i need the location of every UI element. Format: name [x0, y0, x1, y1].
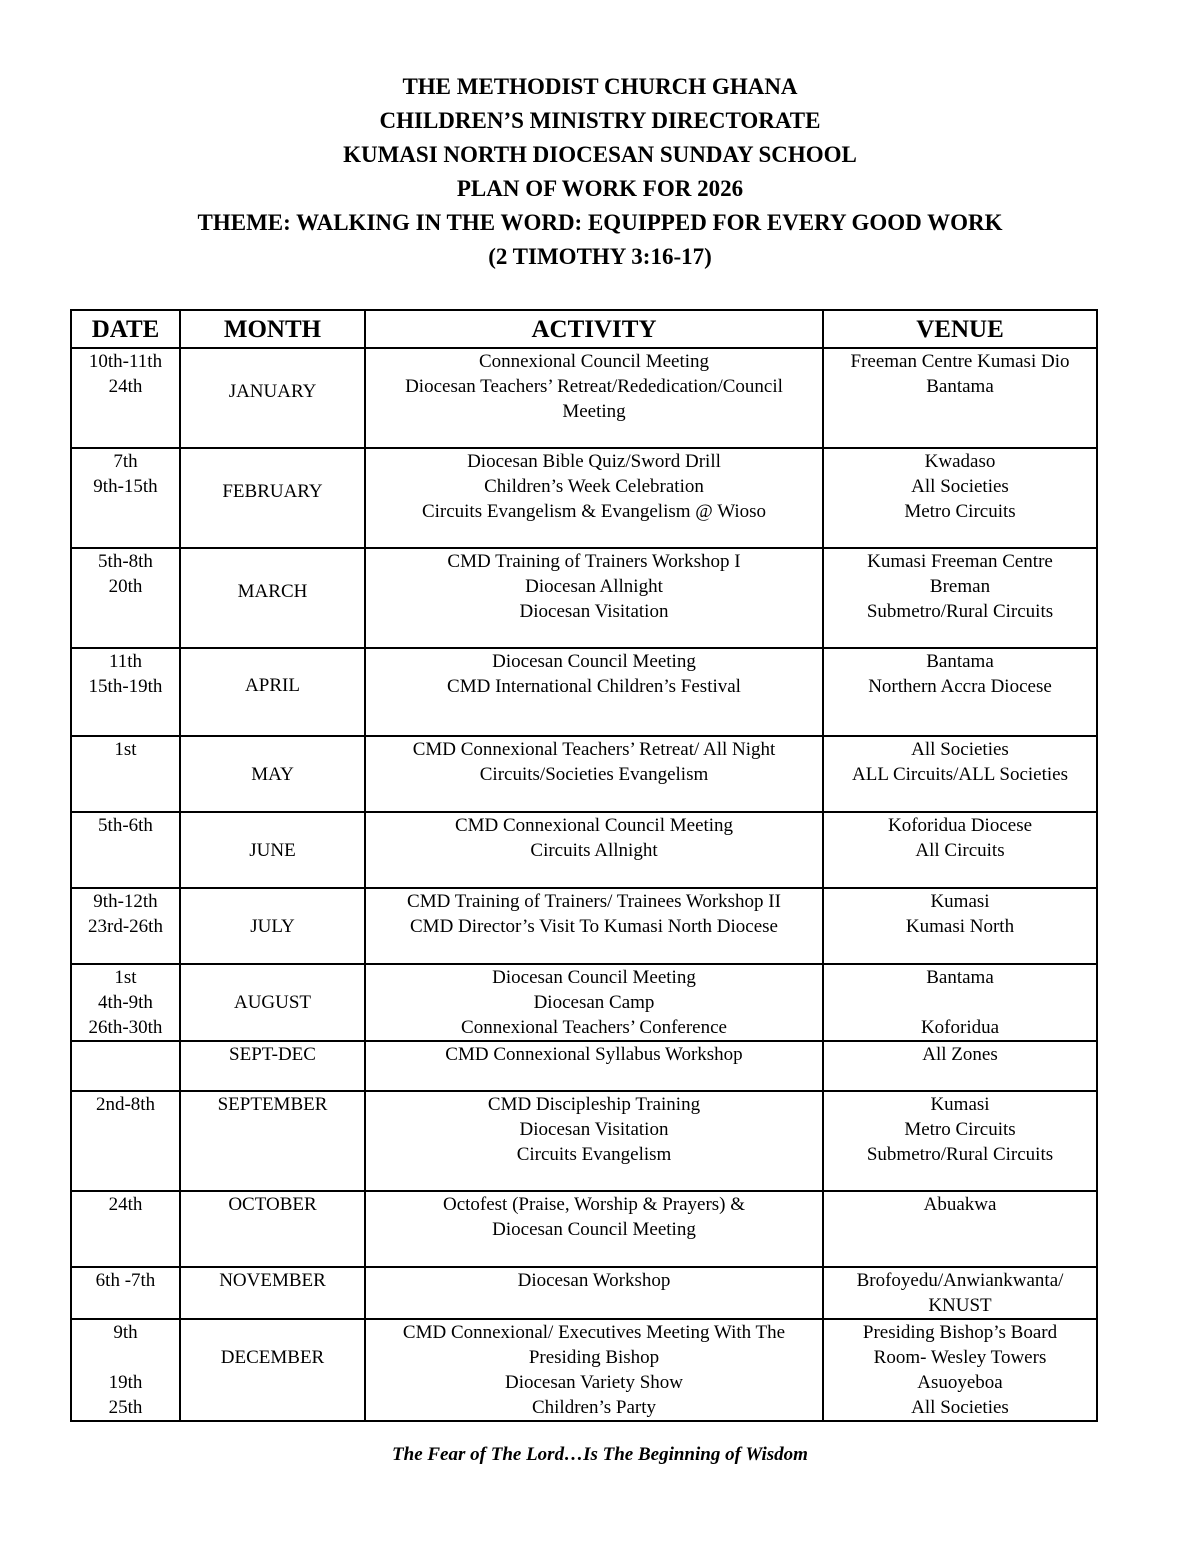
date-cell — [71, 1267, 180, 1319]
date-cell — [71, 888, 180, 964]
month-cell — [180, 348, 365, 448]
month-cell — [180, 1041, 365, 1091]
activity-cell-line: Diocesan Variety Show — [504, 1372, 683, 1393]
activity-cell-line: Diocesan Council Meeting — [492, 967, 696, 988]
date-cell — [71, 964, 180, 1041]
activity-cell — [365, 1041, 823, 1091]
activity-cell-line: CMD Connexional/ Executives Meeting With The — [402, 1322, 786, 1343]
date-cell — [71, 348, 180, 448]
column-header-activity: ACTIVITY — [365, 310, 823, 348]
footer-motto: The Fear of The Lord…Is The Beginning of Wisdom — [392, 1444, 808, 1465]
activity-cell-line: Children’s Week Celebration — [484, 476, 704, 497]
month-label: SEPT-DEC — [229, 1044, 316, 1065]
venue-cell-line: ALL Circuits/ALL Societies — [852, 764, 1068, 785]
table-row — [71, 348, 1097, 448]
venue-cell — [823, 1319, 1097, 1421]
month-cell — [180, 736, 365, 812]
month-label: MAY — [251, 763, 294, 785]
date-cell-line: 11th — [108, 651, 143, 672]
date-cell-line — [76, 1345, 175, 1370]
venue-cell-line: Brofoyedu/Anwiankwanta/ — [856, 1270, 1064, 1291]
date-cell — [71, 1091, 180, 1191]
venue-cell — [823, 1091, 1097, 1191]
venue-cell-line: Abuakwa — [923, 1194, 997, 1215]
venue-cell-line: Breman — [929, 576, 991, 597]
activity-cell-line: Diocesan Council Meeting — [492, 651, 696, 672]
date-cell — [71, 812, 180, 888]
activity-cell — [365, 448, 823, 548]
month-cell — [180, 1191, 365, 1267]
month-label: APRIL — [245, 674, 300, 696]
venue-cell-line: Bantama — [926, 967, 994, 988]
table-row — [71, 548, 1097, 648]
venue-cell-line: Kumasi — [930, 1094, 990, 1115]
month-cell — [180, 1267, 365, 1319]
date-cell-line: 9th — [113, 1322, 138, 1343]
activity-cell — [365, 1091, 823, 1191]
month-label: DECEMBER — [220, 1347, 325, 1368]
month-cell — [180, 1091, 365, 1191]
month-cell — [180, 1319, 365, 1421]
date-cell-line: 20th — [108, 576, 143, 597]
venue-cell-line: All Societies — [911, 739, 1009, 760]
activity-cell — [365, 1191, 823, 1267]
month-label: AUGUST — [233, 992, 312, 1013]
activity-cell-line: Circuits Allnight — [530, 840, 658, 861]
header-diocese: KUMASI NORTH DIOCESAN SUNDAY SCHOOL — [343, 142, 857, 167]
activity-cell — [365, 348, 823, 448]
venue-cell — [823, 812, 1097, 888]
venue-cell-line: Metro Circuits — [904, 1119, 1016, 1140]
date-cell-line: 7th — [113, 451, 138, 472]
table-row — [71, 736, 1097, 812]
venue-cell — [823, 888, 1097, 964]
month-label: MARCH — [237, 580, 308, 602]
activity-cell-line: Connexional Council Meeting — [478, 351, 710, 372]
activity-cell-line: Diocesan Camp — [533, 992, 655, 1013]
date-cell — [71, 736, 180, 812]
activity-cell-line: Meeting — [562, 401, 626, 422]
header-plan-title: PLAN OF WORK FOR 2026 — [456, 176, 744, 201]
activity-cell-line: Diocesan Bible Quiz/Sword Drill — [467, 451, 721, 472]
venue-cell — [823, 348, 1097, 448]
month-cell — [180, 812, 365, 888]
activity-cell-line: Diocesan Visitation — [519, 601, 669, 622]
activity-cell — [365, 1319, 823, 1421]
date-cell-line: 23rd-26th — [88, 916, 163, 937]
month-label: SEPTEMBER — [217, 1094, 328, 1115]
activity-cell — [365, 888, 823, 964]
venue-cell-line: All Societies — [911, 476, 1009, 497]
activity-cell-line: CMD Director’s Visit To Kumasi North Diocese — [410, 916, 778, 937]
date-cell-line: 4th-9th — [98, 992, 153, 1013]
venue-cell-line: All Zones — [922, 1044, 998, 1065]
venue-cell-line: Koforidua — [920, 1017, 1000, 1038]
activity-cell-line: CMD Connexional Council Meeting — [454, 815, 734, 836]
date-cell-line: 15th-19th — [88, 676, 163, 697]
table-row — [71, 1319, 1097, 1421]
venue-cell — [823, 648, 1097, 736]
column-header-date: DATE — [71, 310, 180, 348]
activity-cell-line: Diocesan Allnight — [525, 576, 663, 597]
venue-cell-line: Asuoyeboa — [917, 1372, 1003, 1393]
venue-cell-line: All Societies — [911, 1397, 1009, 1418]
activity-cell-line: Circuits Evangelism — [516, 1144, 672, 1165]
date-cell-line: 19th — [108, 1372, 143, 1393]
table-row — [71, 1267, 1097, 1319]
table-row — [71, 812, 1097, 888]
activity-cell-line: Presiding Bishop — [528, 1347, 660, 1368]
venue-cell-line: Kumasi North — [905, 916, 1015, 937]
venue-cell-line: Metro Circuits — [904, 501, 1016, 522]
date-cell — [71, 1041, 180, 1091]
header-directorate: CHILDREN’S MINISTRY DIRECTORATE — [379, 108, 821, 133]
activity-cell — [365, 964, 823, 1041]
date-cell-line: 5th-8th — [98, 551, 153, 572]
date-cell-line: 10th-11th — [88, 351, 163, 372]
month-label: NOVEMBER — [219, 1270, 326, 1291]
date-cell-line: 26th-30th — [88, 1017, 163, 1038]
date-cell — [71, 648, 180, 736]
venue-cell — [823, 548, 1097, 648]
date-cell — [71, 1319, 180, 1421]
date-cell-line: 9th-12th — [93, 891, 158, 912]
venue-cell-line: Bantama — [926, 376, 994, 397]
venue-cell — [823, 1041, 1097, 1091]
date-cell — [71, 548, 180, 648]
month-cell — [180, 964, 365, 1041]
date-cell-line: 1st — [114, 739, 137, 760]
date-cell-line: 25th — [108, 1397, 143, 1418]
venue-cell-line: Submetro/Rural Circuits — [866, 601, 1054, 622]
activity-cell-line: Diocesan Teachers’ Retreat/Rededication/Council — [405, 376, 783, 397]
month-label: FEBRUARY — [222, 480, 323, 502]
table-row — [71, 1191, 1097, 1267]
table-row — [71, 648, 1097, 736]
activity-cell-line: Children’s Party — [531, 1397, 657, 1418]
column-header-month: MONTH — [180, 310, 365, 348]
activity-cell-line: CMD Training of Trainers Workshop I — [447, 551, 741, 572]
document-header — [0, 70, 1200, 274]
month-cell — [180, 888, 365, 964]
date-cell-line — [76, 1042, 175, 1067]
plan-of-work-table — [70, 309, 1098, 1422]
venue-cell — [823, 964, 1097, 1041]
date-cell — [71, 1191, 180, 1267]
activity-cell-line: Circuits/Societies Evangelism — [479, 764, 709, 785]
column-header-venue: VENUE — [823, 310, 1097, 348]
date-cell-line: 6th -7th — [95, 1270, 156, 1291]
month-cell — [180, 548, 365, 648]
venue-cell — [823, 736, 1097, 812]
venue-cell-line: Bantama — [926, 651, 994, 672]
month-label: JUNE — [249, 839, 296, 861]
activity-cell-line: Octofest (Praise, Worship & Prayers) & — [442, 1194, 746, 1215]
activity-cell-line: Diocesan Workshop — [517, 1270, 671, 1291]
activity-cell — [365, 548, 823, 648]
table-row — [71, 1091, 1097, 1191]
venue-cell-line: Kumasi — [930, 891, 990, 912]
activity-cell-line: CMD Connexional Teachers’ Retreat/ All Night — [412, 739, 776, 760]
month-label: JULY — [250, 915, 295, 937]
venue-cell-line: Kumasi Freeman Centre — [867, 551, 1053, 572]
month-cell — [180, 648, 365, 736]
table-row — [71, 448, 1097, 548]
table-row — [71, 888, 1097, 964]
table-header-row — [71, 310, 1097, 348]
venue-cell — [823, 1267, 1097, 1319]
venue-cell-line: All Circuits — [915, 840, 1005, 861]
month-label: JANUARY — [228, 380, 317, 402]
header-theme: THEME: WALKING IN THE WORD: EQUIPPED FOR EVERY GOOD WORK — [197, 210, 1003, 235]
venue-cell-line: Kwadaso — [924, 451, 996, 472]
month-label: OCTOBER — [228, 1194, 317, 1215]
venue-cell — [823, 448, 1097, 548]
activity-cell-line: Diocesan Council Meeting — [492, 1219, 696, 1240]
date-cell — [71, 448, 180, 548]
activity-cell-line: CMD Connexional Syllabus Workshop — [445, 1044, 743, 1065]
activity-cell-line: Diocesan Visitation — [519, 1119, 669, 1140]
activity-cell-line: Circuits Evangelism & Evangelism @ Wioso — [421, 501, 767, 522]
header-church-name: THE METHODIST CHURCH GHANA — [402, 74, 798, 99]
activity-cell — [365, 736, 823, 812]
activity-cell — [365, 648, 823, 736]
month-cell — [180, 448, 365, 548]
date-cell-line: 24th — [108, 1194, 143, 1215]
venue-cell-line: Freeman Centre Kumasi Dio — [850, 351, 1070, 372]
venue-cell-line: Submetro/Rural Circuits — [866, 1144, 1054, 1165]
date-cell-line: 9th-15th — [93, 476, 158, 497]
venue-cell-line — [828, 990, 1092, 1015]
table-row — [71, 1041, 1097, 1091]
activity-cell-line: CMD Training of Trainers/ Trainees Workshop II — [407, 891, 781, 912]
venue-cell-line: Presiding Bishop’s Board — [862, 1322, 1058, 1343]
activity-cell-line: CMD Discipleship Training — [487, 1094, 701, 1115]
activity-cell-line: CMD International Children’s Festival — [447, 676, 741, 697]
venue-cell-line: Northern Accra Diocese — [868, 676, 1052, 697]
date-cell-line: 2nd-8th — [95, 1094, 156, 1115]
activity-cell-line: Connexional Teachers’ Conference — [461, 1017, 727, 1038]
venue-cell-line: Room- Wesley Towers — [873, 1347, 1047, 1368]
activity-cell — [365, 812, 823, 888]
date-cell-line: 24th — [108, 376, 143, 397]
header-scripture: (2 TIMOTHY 3:16-17) — [488, 244, 712, 269]
venue-cell-line: Koforidua Diocese — [887, 815, 1033, 836]
venue-cell-line: KNUST — [928, 1295, 992, 1316]
table-row — [71, 964, 1097, 1041]
date-cell-line: 5th-6th — [98, 815, 153, 836]
activity-cell — [365, 1267, 823, 1319]
venue-cell — [823, 1191, 1097, 1267]
date-cell-line: 1st — [114, 967, 137, 988]
